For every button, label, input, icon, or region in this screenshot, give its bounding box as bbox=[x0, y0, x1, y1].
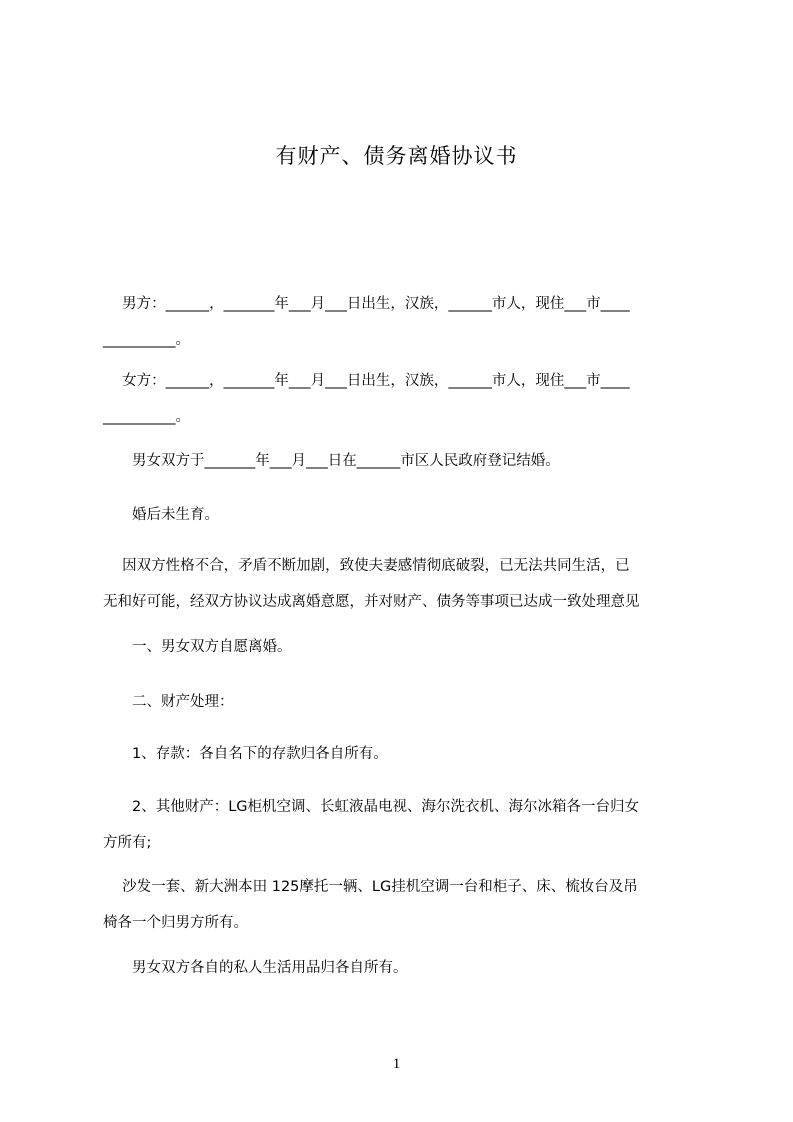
clause-other-property-husband bbox=[103, 869, 703, 941]
paragraph-line: 椅各一个归男方所有。 bbox=[103, 915, 248, 931]
paragraph-line: 一、男女双方自愿离婚。 bbox=[103, 639, 292, 655]
paragraph-no-children bbox=[103, 497, 703, 533]
paragraph-line: 婚后未生育。 bbox=[103, 507, 219, 523]
paragraph-line: 女方：______，_______年___月___日出生，汉族，______市人，现住___市____ bbox=[103, 373, 630, 389]
paragraph-line: 方所有; bbox=[103, 835, 152, 851]
paragraph-line: 男方：______，_______年___月___日出生，汉族，______市人，现住___市____ bbox=[103, 296, 630, 312]
paragraph-line: 男女双方各自的私人生活用品归各自所有。 bbox=[103, 960, 408, 976]
paragraph-line: 2、其他财产：LG柜机空调、长虹液晶电视、海尔洗衣机、海尔冰箱各一台归女 bbox=[103, 799, 640, 815]
paragraph-line: 无和好可能，经双方协议达成离婚意愿，并对财产、债务等事项已达成一致处理意见 bbox=[103, 594, 640, 610]
paragraph-line: 沙发一套、新大洲本田 125摩托一辆、LG挂机空调一台和柜子、床、梳妆台及吊 bbox=[103, 879, 638, 895]
paragraph-husband-info bbox=[103, 286, 703, 358]
paragraph-line: __________。 bbox=[103, 332, 190, 348]
clause-property-heading bbox=[103, 684, 703, 720]
paragraph-line: 二、财产处理： bbox=[103, 694, 234, 710]
page-number: 1 bbox=[392, 1056, 401, 1072]
paragraph-divorce-reason bbox=[103, 548, 703, 620]
paragraph-wife-info bbox=[103, 363, 703, 435]
clause-deposits bbox=[103, 736, 703, 772]
clause-personal-items bbox=[103, 950, 703, 986]
paragraph-line: 1、存款：各自名下的存款归各自所有。 bbox=[103, 746, 388, 762]
paragraph-marriage-registration bbox=[103, 443, 703, 479]
document-title: 有财产、债务离婚协议书 bbox=[275, 144, 518, 168]
clause-voluntary-divorce bbox=[103, 629, 703, 665]
paragraph-line: 因双方性格不合，矛盾不断加剧，致使夫妻感情彻底破裂，已无法共同生活，已 bbox=[103, 558, 630, 574]
paragraph-line: 男女双方于_______年___月___日在______市区人民政府登记结婚。 bbox=[103, 453, 560, 469]
clause-other-property-wife bbox=[103, 789, 703, 861]
paragraph-line: __________。 bbox=[103, 409, 190, 425]
